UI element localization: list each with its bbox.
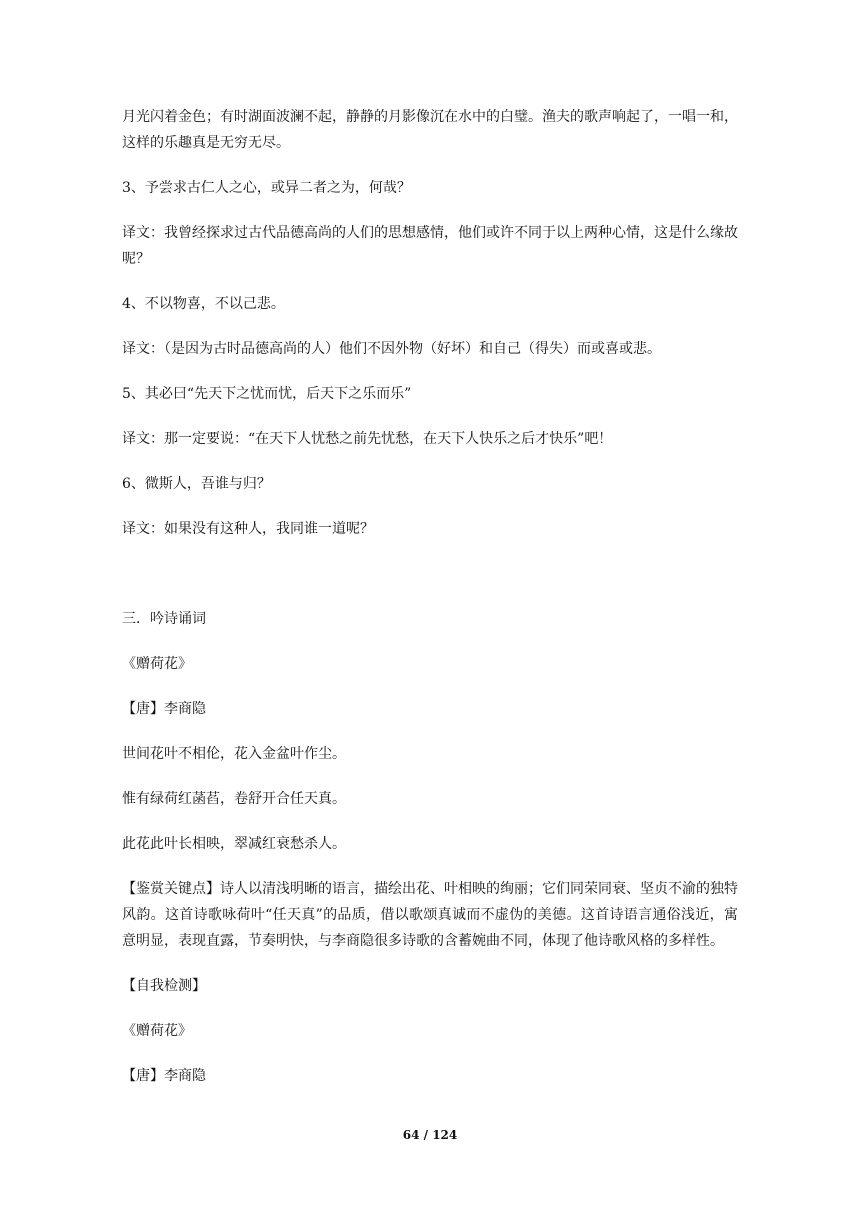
paragraph-translation-6: 译文：如果没有这种人，我同谁一道呢？ — [122, 521, 374, 537]
paragraph-sentence-4: 4、不以物喜，不以己悲。 — [122, 296, 285, 312]
self-check-poem-title: 《赠荷花》 — [122, 1023, 192, 1039]
page-number: 64 / 124 — [402, 1128, 458, 1142]
self-check-poem-author: 【唐】李商隐 — [122, 1068, 206, 1084]
self-check-heading: 【自我检测】 — [122, 978, 206, 994]
poem-line-2: 惟有绿荷红菡萏，卷舒开合任天真。 — [122, 791, 346, 807]
paragraph-translation-3: 译文：我曾经探求过古代品德高尚的人们的思想感情，他们或许不同于以上两种心情，这是什么缘故呢？ — [122, 225, 738, 267]
page-content — [122, 104, 738, 1089]
paragraph-sentence-5: 5、其必曰“先天下之忧而忧，后天下之乐而乐” — [122, 386, 412, 402]
paragraph-sentence-3: 3、予尝求古仁人之心，或异二者之为，何哉？ — [122, 180, 411, 196]
poem-title: 《赠荷花》 — [122, 656, 192, 672]
poem-line-1: 世间花叶不相伦，花入金盆叶作尘。 — [122, 746, 346, 762]
paragraph-translation-4: 译文：（是因为古时品德高尚的人）他们不因外物（好坏）和自己（得失）而或喜或悲。 — [122, 341, 661, 357]
paragraph-translation-continued: 月光闪着金色；有时湖面波澜不起，静静的月影像沉在水中的白璧。渔夫的歌声响起了，一唱一和，这样的乐趣真是无穷无尽。 — [122, 109, 738, 151]
poem-author: 【唐】李商隐 — [122, 701, 206, 717]
paragraph-translation-5: 译文：那一定要说：“在天下人忧愁之前先忧愁，在天下人快乐之后才快乐”吧！ — [122, 431, 613, 447]
poem-line-3: 此花此叶长相映，翠减红衰愁杀人。 — [122, 836, 346, 852]
appreciation-paragraph: 【鉴赏关键点】诗人以清浅明晰的语言，描绘出花、叶相映的绚丽；它们同荣同衰、坚贞不渝的独特风韵。这首诗歌咏荷叶“任天真”的品质，借以歌颂真诚而不虚伪的美德。这首诗语言通俗浅近，寓意明显，表现直露，节奏明快，与李商隐很多诗歌的含蓄婉曲不同，体现了他诗歌风格的多样性。 — [122, 881, 738, 949]
section-heading: 三．吟诗诵词 — [122, 611, 206, 627]
paragraph-sentence-6: 6、微斯人，吾谁与归？ — [122, 476, 271, 492]
